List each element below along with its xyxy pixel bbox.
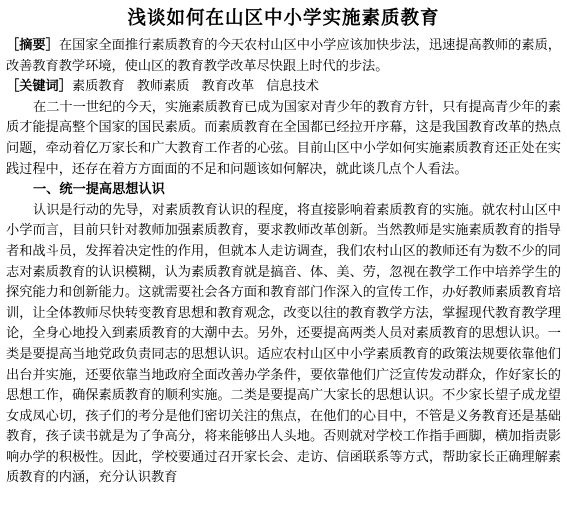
section-body: 认识是行动的先导，对素质教育认识的程度，将直接影响着素质教育的实施。就农村山区中小学而言，目前只针对教师加强素质教育，要求教师改革创新。当然教师是实施素质教育的指导者和战斗员，发挥着决定性的作用，但就本人走访调查，我们农村山区的教师还有为数不少的同志对素质教育的认识模糊，认为素质教育就是搞音、体、美、劳，忽视在教学工作中培养学生的探究能力和创新能力。这就需要社会各方面和教育部门作深入的宣传工作，办好教师素质教育培训，让全体教师尽快转变教育思想和教育观念，改变以往的教育教学方法，掌握现代教育教学理论，全身心地投入到素质教育的大潮中去。另外，还要提高两类人员对素质教育的思想认识。一类是要提高当地党政负责同志的思想认识。适应农村山区中小学素质教育的政策法规要依靠他们出台并实施，还要依靠当地政府全面改善办学条件，要依靠他们广泛宣传发动群众，作好家长的思想工作，确保素质教育的顺利实施。二类是要提高广大家长的思想认识。不少家长望子成龙望女成凤心切，孩子们的考分是他们密切关注的焦点，在他们的心目中，不管是义务教育还是基础教育，孩子读书就是为了争高分，将来能够出人头地。否则就对学校工作指手画脚，横加指责影响办学的积极性。因此，学校要通过召开家长会、走访、信函联系等方式，帮助家长正确理解素质教育的内涵，充分认识教育 bbox=[6, 202, 561, 486]
abstract-paragraph bbox=[6, 36, 561, 77]
abstract-label: ［摘要］ bbox=[6, 38, 59, 53]
keyword-item: 信息技术 bbox=[266, 79, 319, 95]
keywords-label: ［关键词］ bbox=[6, 79, 72, 95]
intro-paragraph: 在二十一世纪的今天，实施素质教育已成为国家对青少年的教育方针，只有提高青少年的素质才能提高整个国家的国民素质。而素质教育在全国都已经拉开序幕，这是我国教育改革的热点问题，牵动着亿万家长和广大教育工作者的心弦。目前山区中小学如何实施素质教育还正处在实践过程中，还存在着方方面面的不足和问题该如何解决，就此谈几点个人看法。 bbox=[6, 99, 561, 177]
section-heading: 一、统一提高思想认识 bbox=[33, 182, 165, 198]
keyword-item: 教育改革 bbox=[201, 79, 255, 95]
abstract-text: 在国家全面推行素质教育的今天农村山区中小学应该加快步法，迅速提高教师的素质，改善教育教学环境，使山区的教育教学改革尽快跟上时代的步法。 bbox=[6, 38, 561, 74]
keywords-paragraph bbox=[6, 77, 561, 98]
keyword-item: 教师素质 bbox=[136, 79, 190, 95]
keyword-item: 素质教育 bbox=[71, 79, 125, 95]
page-title: 浅谈如何在山区中小学实施素质教育 bbox=[127, 8, 440, 29]
